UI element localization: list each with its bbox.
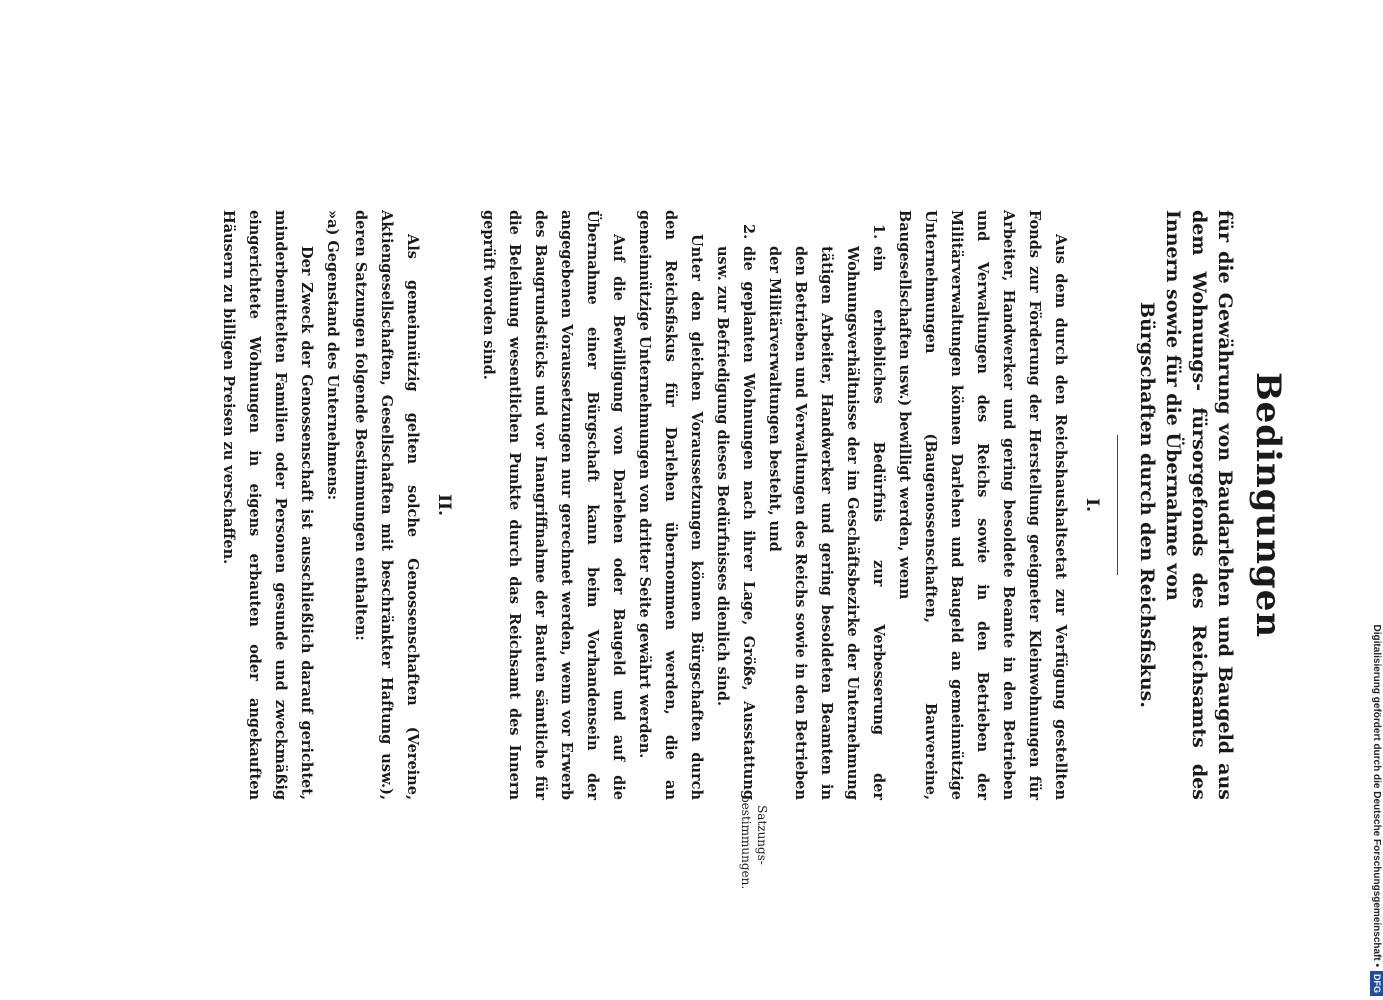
section-2-a-label: »a) Gegenstand des Unternehmens: — [324, 210, 341, 501]
section-1-heading: I. — [1082, 498, 1102, 512]
digitization-credit — [1366, 6, 1383, 996]
document-title: Bedingungen — [1248, 371, 1288, 639]
list-item-text: die geplanten Wohnungen nach ihrer Lage, Größe, Ausstattung usw. zur Befriedigung dieses Bedürfnisses dienlich sind. — [714, 246, 757, 800]
section-2-heading: II. — [434, 494, 454, 516]
list-item-text: ein erhebliches Bedürfnis zur Verbesserung der Wohnungsverhältnisse der im Geschäftsbezirke der Unternehmung tätigen Arbeiter, Handwerker und gering besoldeten Beamten in den Betrieben und Verwaltungen des Reichs sowie in den Betrieben der Militärverwaltungen besteht, und — [766, 246, 887, 800]
section-2-a-text: Der Zweck der Genossenschaft ist ausschließlich darauf gerichtet, minderbemittelten Familien oder Personen gesunde und zweckmäßig eingerichtete Wohnungen in eigens erbauten oder angekauften Häusern zu billigen Preisen zu verschaffen. — [220, 210, 315, 800]
list-item — [709, 210, 761, 800]
section-2-paragraph: Als gemeinnützig gelten solche Genossenschaften (Vereine, Aktiengesellschaften, Gesellschaften mit beschränkter Haftung usw.), deren Satzungen folgende Bestimmungen enthalten: — [352, 210, 421, 800]
divider — [1117, 435, 1118, 575]
document-subtitle — [1134, 210, 1238, 800]
list-item — [761, 210, 891, 800]
subtitle-line-2: fürsorgefonds des Reichsamts des Innern sowie für die Übernahme von — [1162, 210, 1210, 800]
rotated-page — [220, 60, 1290, 940]
section-1-paragraph-2: Unter den gleichen Voraussetzungen können Bürgschaften durch den Reichsfiskus für Darlehen übernommen werden, die an gemeinnützige Unternehmungen von dritter Seite gewährt werden. — [636, 210, 705, 800]
credit-text: Digitalisierung gefördert durch die Deutsche Forschungsgemeinschaft • — [1371, 624, 1382, 967]
subtitle-line-1: für die Gewährung von Baudarlehen und Baugeld aus dem Wohnungs- — [1188, 210, 1236, 800]
dfg-logo-icon: DFG — [1370, 971, 1383, 996]
section-1-paragraph: Aus dem durch den Reichshaushaltsetat zur Verfügung gestellten Fonds zur Förderung der Herstellung geeigneter Kleinwohnungen für Arbeiter, Handwerker und gering besoldete Beamte in den Betrieben und Verwaltungen des Reichs sowie in den Betrieben der Militärverwaltungen können Darlehen und Baugeld an gemeinnützige Unternehmungen (Baugenossenschaften, Bauvereine, Baugesellschaften usw.) bewilligt werden, wenn — [896, 210, 1069, 800]
document-body — [215, 210, 1290, 800]
margin-note: Satzungs-bestimmungen. — [739, 795, 769, 890]
digitization-credit-text-wrap — [1366, 6, 1383, 996]
section-1-paragraph-3: Auf die Bewilligung von Darlehen oder Baugeld und auf die Übernahme einer Bürgschaft kann beim Vorhandensein der angegebenen Voraussetzungen nur gerechnet werden, wenn vor Erwerb des Baugrundstücks und vor Inangriffnahme der Bauten sämtliche für die Beleihung wesentlichen Punkte durch das Reichsamt des Innern geprüft worden sind. — [480, 210, 627, 800]
list-item-number: 1. — [870, 224, 887, 240]
list-item-number: 2. — [740, 224, 757, 240]
subtitle-line-3: Bürgschaften durch den Reichsfiskus. — [1136, 302, 1158, 708]
